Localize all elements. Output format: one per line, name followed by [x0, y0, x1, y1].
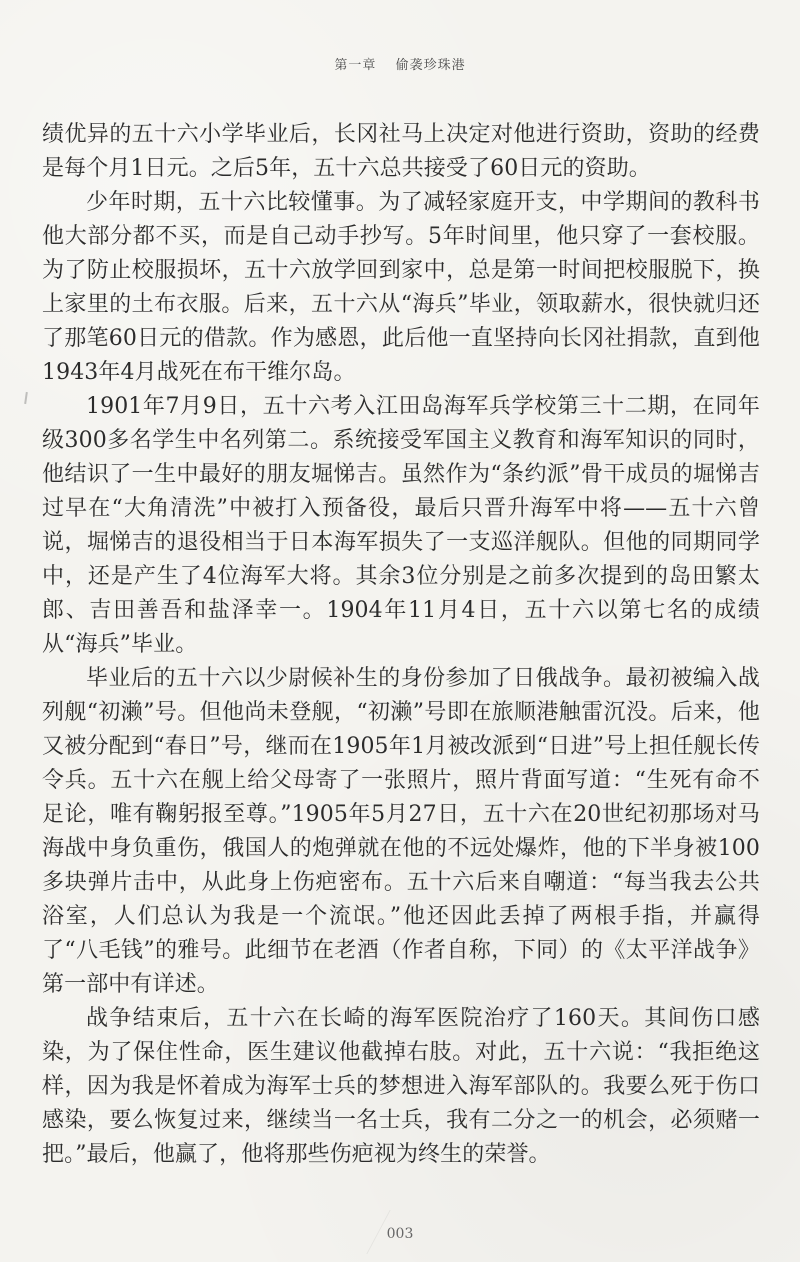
page-number: 003	[386, 1226, 414, 1242]
paragraph-3: 1901年7月9日，五十六考入江田岛海军兵学校第三十二期，在同年级300多名学生中名列第二。系统接受军国主义教育和海军知识的同时，他结识了一生中最好的朋友堀悌吉。虽然作为“条约派”骨干成员的堀悌吉过早在“大角清洗”中被打入预备役，最后只晋升海军中将——五十六曾说，堀悌吉的退役相当于日本海军损失了一支巡洋舰队。但他的同期同学中，还是产生了4位海军大将。其余3位分别是之前多次提到的岛田繁太郎、吉田善吾和盐泽幸一。1904年11月4日，五十六以第七名的成绩从“海兵”毕业。	[42, 394, 760, 657]
paragraph-2: 少年时期，五十六比较懂事。为了减轻家庭开支，中学期间的教科书他大部分都不买，而是自己动手抄写。5年时间里，他只穿了一套校服。为了防止校服损坏，五十六放学回到家中，总是第一时间把校服脱下，换上家里的土布衣服。后来，五十六从“海兵”毕业，领取薪水，很快就归还了那笔60日元的借款。作为感恩，此后他一直坚持向长冈社捐款，直到他1943年4月战死在布干维尔岛。	[42, 190, 760, 385]
chapter-label: 第一章	[334, 58, 377, 73]
paragraph-1: 绩优异的五十六小学毕业后，长冈社马上决定对他进行资助，资助的经费是每个月1日元。之后5年，五十六总共接受了60日元的资助。	[42, 122, 760, 181]
paragraph-4: 毕业后的五十六以少尉候补生的身份参加了日俄战争。最初被编入战列舰“初濑”号。但他尚未登舰，“初濑”号即在旅顺港触雷沉没。后来，他又被分配到“春日”号，继而在1905年1月被改派到“日进”号上担任舰长传令兵。五十六在舰上给父母寄了一张照片，照片背面写道：“生死有命不足论，唯有鞠躬报至尊。”1905年5月27日，五十六在20世纪初那场对马海战中身负重伤，俄国人的炮弹就在他的不远处爆炸，他的下半身被100多块弹片击中，从此身上伤疤密布。五十六后来自嘲道：“每当我去公共浴室，人们总认为我是一个流氓。”他还因此丢掉了两根手指，并赢得了“八毛钱”的雅号。此细节在老酒（作者自称，下同）的《太平洋战争》第一部中有详述。	[42, 666, 760, 997]
chapter-title: 偷袭珍珠港	[395, 58, 466, 73]
paragraph-5: 战争结束后，五十六在长崎的海军医院治疗了160天。其间伤口感染，为了保住性命，医生建议他截掉右肢。对此，五十六说：“我拒绝这样，因为我是怀着成为海军士兵的梦想进入海军部队的。我要么死于伤口感染，要么恢复过来，继续当一名士兵，我有二分之一的机会，必须赌一把。”最后，他赢了，他将那些伤疤视为终生的荣誉。	[42, 1006, 760, 1167]
main-text	[42, 118, 760, 1172]
page-header	[0, 54, 800, 73]
margin-mark	[24, 392, 28, 404]
